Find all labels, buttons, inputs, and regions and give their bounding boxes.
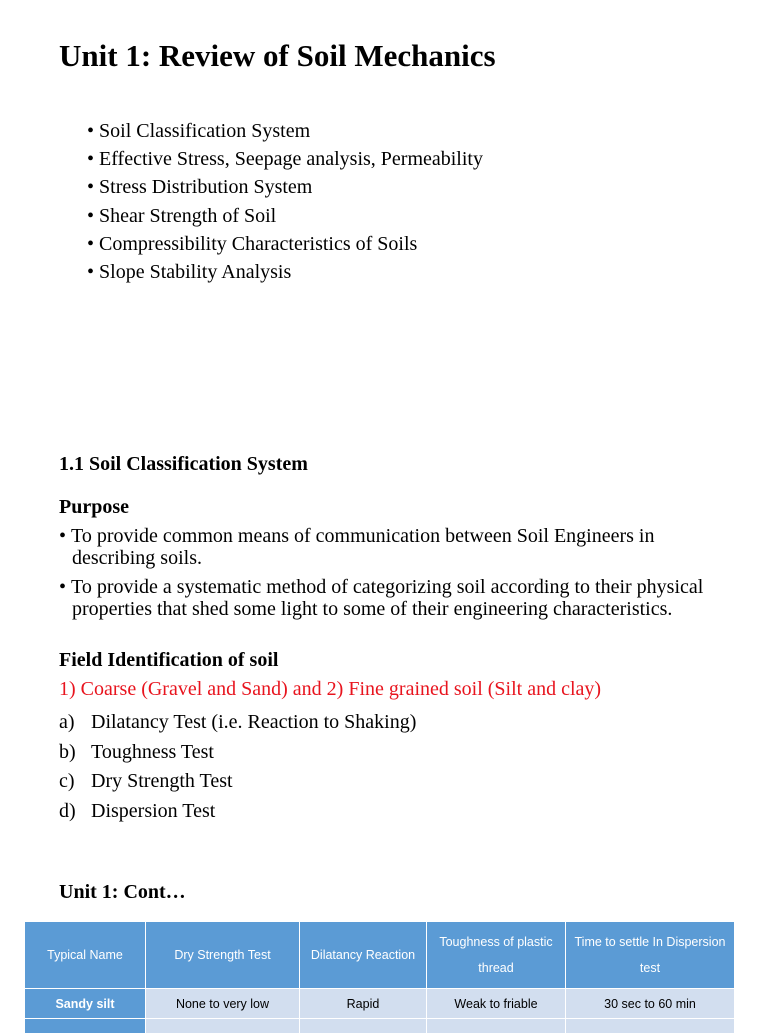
table-header-cell: Dry Strength Test bbox=[146, 922, 300, 989]
table-header-cell: Time to settle In Dispersion test bbox=[566, 922, 735, 989]
list-item: • Effective Stress, Seepage analysis, Permeability bbox=[87, 145, 483, 173]
table-cell: Rapid bbox=[300, 989, 427, 1019]
table-row bbox=[25, 989, 735, 1019]
list-item: • Shear Strength of Soil bbox=[87, 202, 483, 230]
continuation-heading: Unit 1: Cont… bbox=[59, 881, 186, 903]
list-label: c) bbox=[59, 770, 75, 792]
table-header-cell: Dilatancy Reaction bbox=[300, 922, 427, 989]
list-item: • Compressibility Characteristics of Soils bbox=[87, 230, 483, 258]
list-item: • Soil Classification System bbox=[87, 117, 483, 145]
purpose-list bbox=[59, 526, 719, 628]
table-cell bbox=[300, 1019, 427, 1034]
purpose-heading: Purpose bbox=[59, 496, 129, 518]
list-item: • Slope Stability Analysis bbox=[87, 258, 483, 286]
page-title: Unit 1: Review of Soil Mechanics bbox=[59, 38, 496, 73]
list-label: d) bbox=[59, 799, 76, 822]
table-cell: Weak to friable bbox=[427, 989, 566, 1019]
soil-types-line: 1) Coarse (Gravel and Sand) and 2) Fine grained soil (Silt and clay) bbox=[59, 678, 602, 700]
table-row bbox=[25, 1019, 735, 1034]
section-heading: 1.1 Soil Classification System bbox=[59, 453, 308, 475]
table-cell bbox=[146, 1019, 300, 1034]
test-list bbox=[59, 708, 416, 826]
list-item bbox=[59, 708, 416, 738]
table-cell bbox=[566, 1019, 735, 1034]
table-cell: None to very low bbox=[146, 989, 300, 1019]
list-text: Toughness Test bbox=[91, 740, 214, 763]
list-text: Dispersion Test bbox=[91, 799, 216, 822]
list-item bbox=[59, 738, 416, 768]
list-label: a) bbox=[59, 711, 75, 733]
list-item: • To provide a systematic method of categorizing soil according to their physical properties that shed some light to some of their engineering characteristics. bbox=[59, 577, 719, 620]
table-cell bbox=[427, 1019, 566, 1034]
field-identification-heading: Field Identification of soil bbox=[59, 649, 279, 671]
table-header-row bbox=[25, 922, 735, 989]
table-header-cell: Toughness of plastic thread bbox=[427, 922, 566, 989]
soil-identification-table bbox=[24, 921, 735, 1034]
table-cell: 30 sec to 60 min bbox=[566, 989, 735, 1019]
list-text: Dry Strength Test bbox=[91, 770, 233, 792]
list-item bbox=[59, 767, 416, 797]
list-item bbox=[59, 797, 416, 827]
list-text: Dilatancy Test (i.e. Reaction to Shaking) bbox=[91, 711, 417, 733]
list-label: b) bbox=[59, 740, 76, 763]
table-row-header: Sandy silt bbox=[25, 989, 146, 1019]
table-row-header bbox=[25, 1019, 146, 1034]
unit-topic-list bbox=[87, 117, 483, 286]
list-item: • Stress Distribution System bbox=[87, 173, 483, 201]
table-header-cell: Typical Name bbox=[25, 922, 146, 989]
list-item: • To provide common means of communication between Soil Engineers in describing soils. bbox=[59, 526, 719, 569]
